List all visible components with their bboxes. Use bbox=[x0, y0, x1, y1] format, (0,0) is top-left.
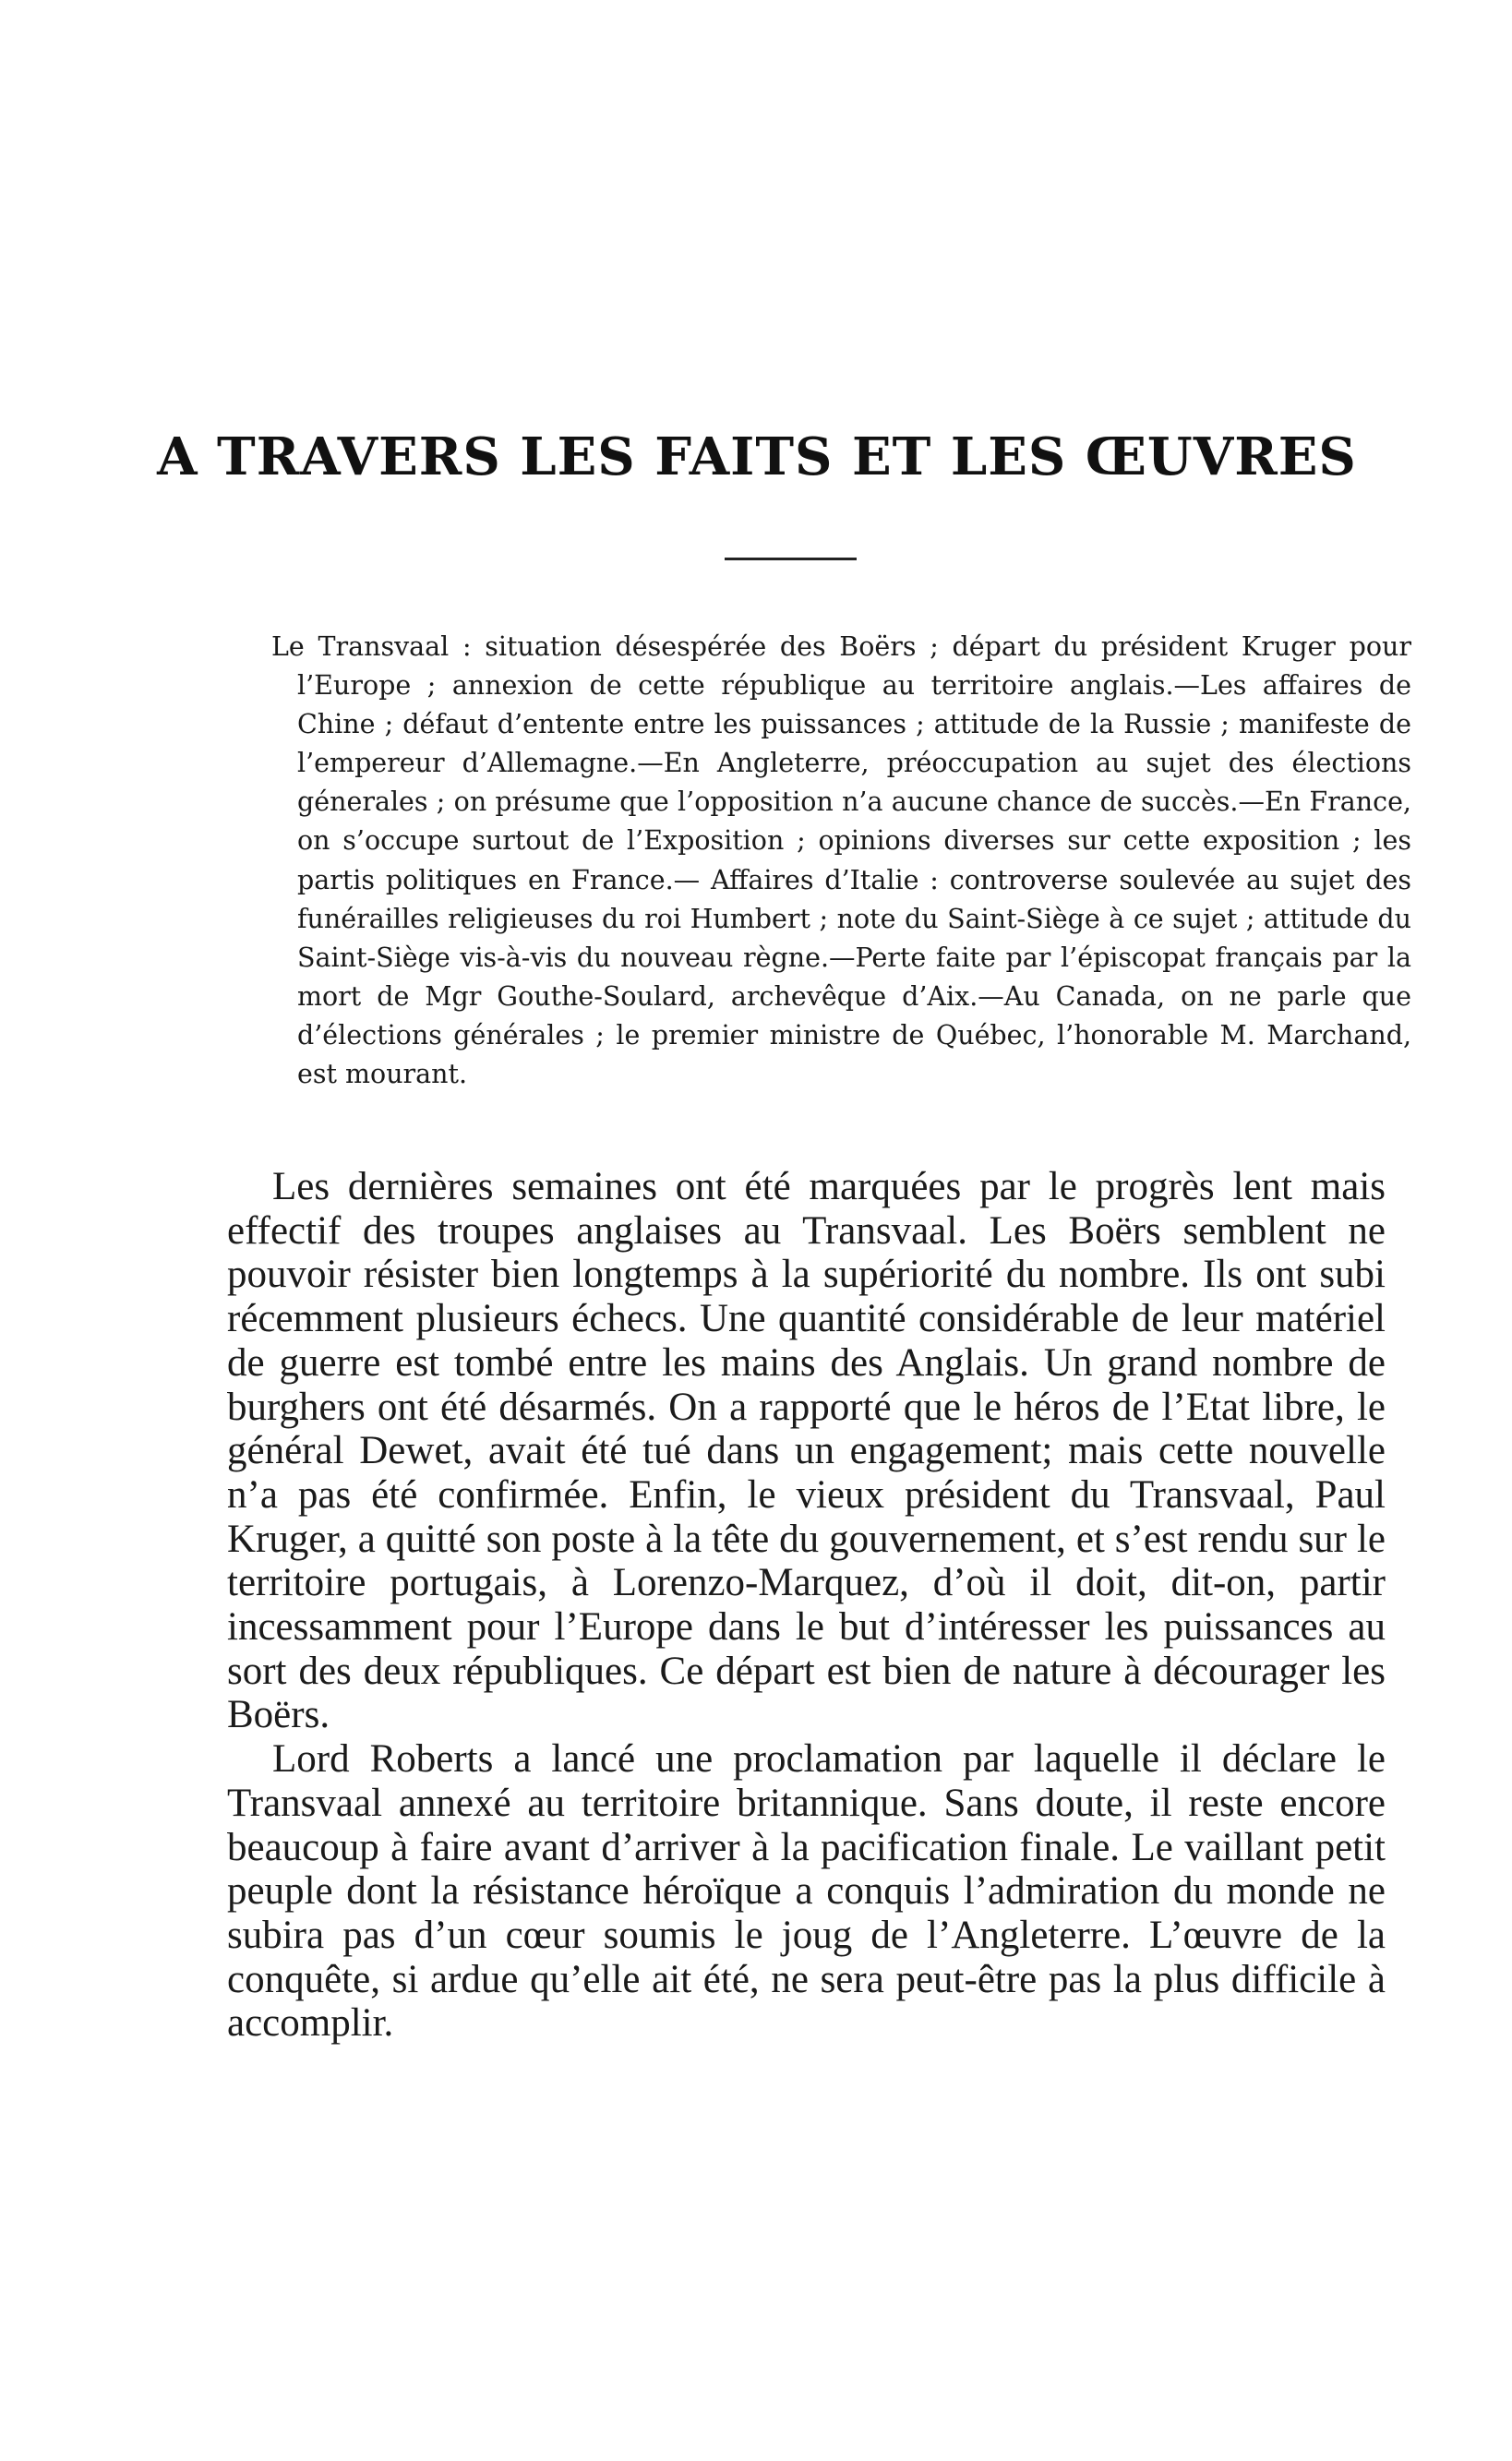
article-summary: Le Transvaal : situation désespérée des Boërs ; départ du président Kruger pour l’Europe ; annexion de cette république au territoire anglais.—Les affaires de Chine ; défaut d’entente entre les puissances ; attitude de la Russie ; manifeste de l’empereur d’Allemagne.—En Angleterre, préoccupation au sujet des élections génerales ; on présume que l’opposition n’a aucune chance de succès.—En France, on s’occupe surtout de l’Exposition ; opinions diverses sur cette exposition ; les partis politiques en France.— Affaires d’Italie : controverse soulevée au sujet des funérailles religieuses du roi Humbert ; note du Saint-Siège à ce sujet ; attitude du Saint-Siège vis-à-vis du nouveau règne.—Perte faite par l’épiscopat français par la mort de Mgr Gouthe-Soulard, archevêque d’Aix.—Au Canada, on ne parle que d’élections générales ; le premier ministre de Québec, l’honorable M. Marchand, est mourant. bbox=[271, 631, 1411, 1090]
body-paragraph: Lord Roberts a lancé une proclamation par laquelle il déclare le Transvaal annexé au territoire britannique. Sans doute, il reste encore beaucoup à faire avant d’arriver à la pacification finale. Le vaillant petit peuple dont la résistance héroïque a conquis l’admiration du monde ne subira pas d’un cœur soumis le joug de l’Angleterre. L’œuvre de la conquête, si ardue qu’elle ait été, ne sera peut-être pas la plus difficile à accomplir. bbox=[227, 1737, 1386, 2046]
article-body bbox=[227, 1165, 1386, 2046]
title-divider bbox=[725, 558, 857, 560]
article-title: A TRAVERS LES FAITS ET LES ŒUVRES bbox=[157, 426, 1357, 487]
body-paragraph: Les dernières semaines ont été marquées par le progrès lent mais effectif des troupes anglaises au Transvaal. Les Boërs semblent ne pouvoir résister bien longtemps à la supériorité du nombre. Ils ont subi récemment plusieurs échecs. Une quantité considérable de leur matériel de guerre est tombé entre les mains des Anglais. Un grand nombre de burghers ont été désarmés. On a rapporté que le héros de l’Etat libre, le général Dewet, avait été tué dans un engagement; mais cette nouvelle n’a pas été confirmée. Enfin, le vieux président du Transvaal, Paul Kruger, a quitté son poste à la tête du gouvernement, et s’est rendu sur le territoire portugais, à Lorenzo-Marquez, d’où il doit, dit-on, partir incessamment pour l’Europe dans le but d’intéresser les puissances au sort des deux républiques. Ce départ est bien de nature à décourager les Boërs. bbox=[227, 1165, 1386, 1737]
